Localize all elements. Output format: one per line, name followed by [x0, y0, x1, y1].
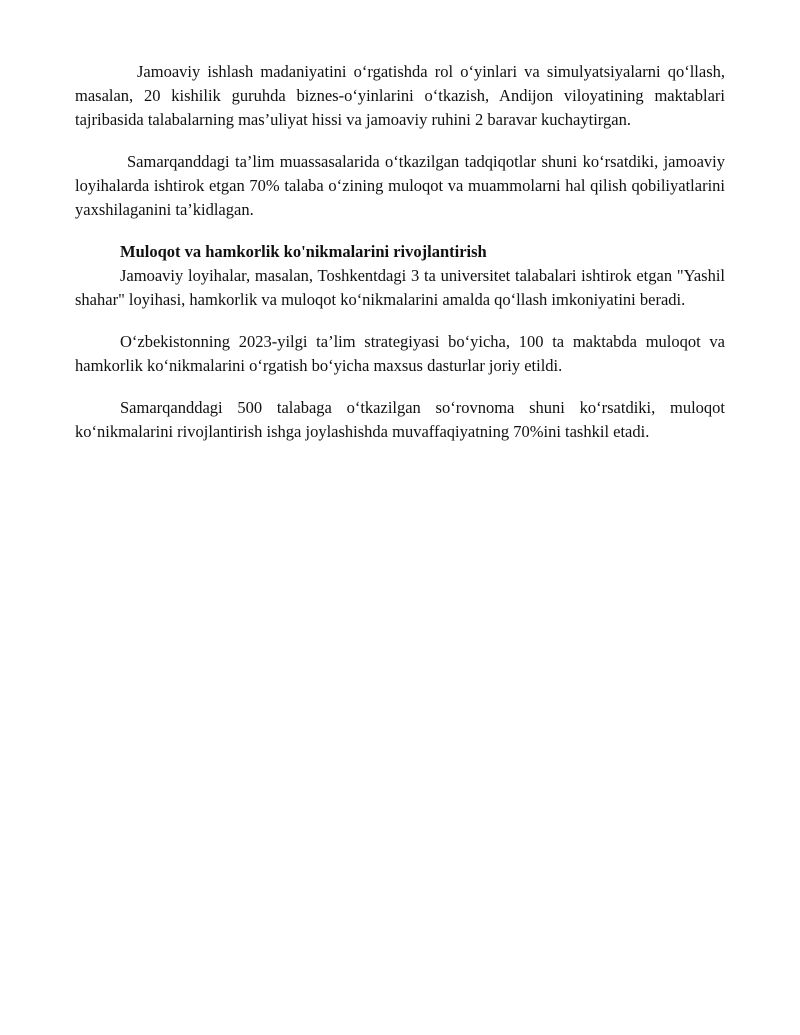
section-heading: Muloqot va hamkorlik ko'nikmalarini rivojlantirish — [120, 242, 487, 261]
paragraph-samarkand-research: Samarqanddagi ta’lim muassasalarida o‘tkazilgan tadqiqotlar shuni ko‘rsatdiki, jamoaviy loyihalarda ishtirok etgan 70% talaba o‘zining muloqot va muammolarni hal qilish qobiliyatlarini yaxshilaganini ta’kidlagan. — [75, 152, 725, 219]
document-page — [75, 60, 725, 444]
paragraph-role-games: Jamoaviy ishlash madaniyatini o‘rgatishda rol o‘yinlari va simulyatsiyalarni qo‘llash, masalan, 20 kishilik guruhda biznes-o‘yinlarini o‘tkazish, Andijon viloyatining maktablari tajribasida talabalarning mas’uliyat hissi va jamoaviy ruhini 2 baravar kuchaytirgan. — [75, 62, 725, 129]
paragraph-green-city-project: Jamoaviy loyihalar, masalan, Toshkentdagi 3 ta universitet talabalari ishtirok etgan "Yashil shahar" loyihasi, hamkorlik va muloqot ko‘nikmalarini amalda qo‘llash imkoniyatini beradi. — [75, 266, 725, 309]
paragraph-education-strategy: O‘zbekistonning 2023-yilgi ta’lim strategiyasi bo‘yicha, 100 ta maktabda muloqot va hamkorlik ko‘nikmalarini o‘rgatish bo‘yicha maxsus dasturlar joriy etildi. — [75, 332, 725, 375]
paragraph-survey-results: Samarqanddagi 500 talabaga o‘tkazilgan so‘rovnoma shuni ko‘rsatdiki, muloqot ko‘nikmalarini rivojlantirish ishga joylashishda muvaffaqiyatning 70%ini tashkil etadi. — [75, 398, 725, 441]
